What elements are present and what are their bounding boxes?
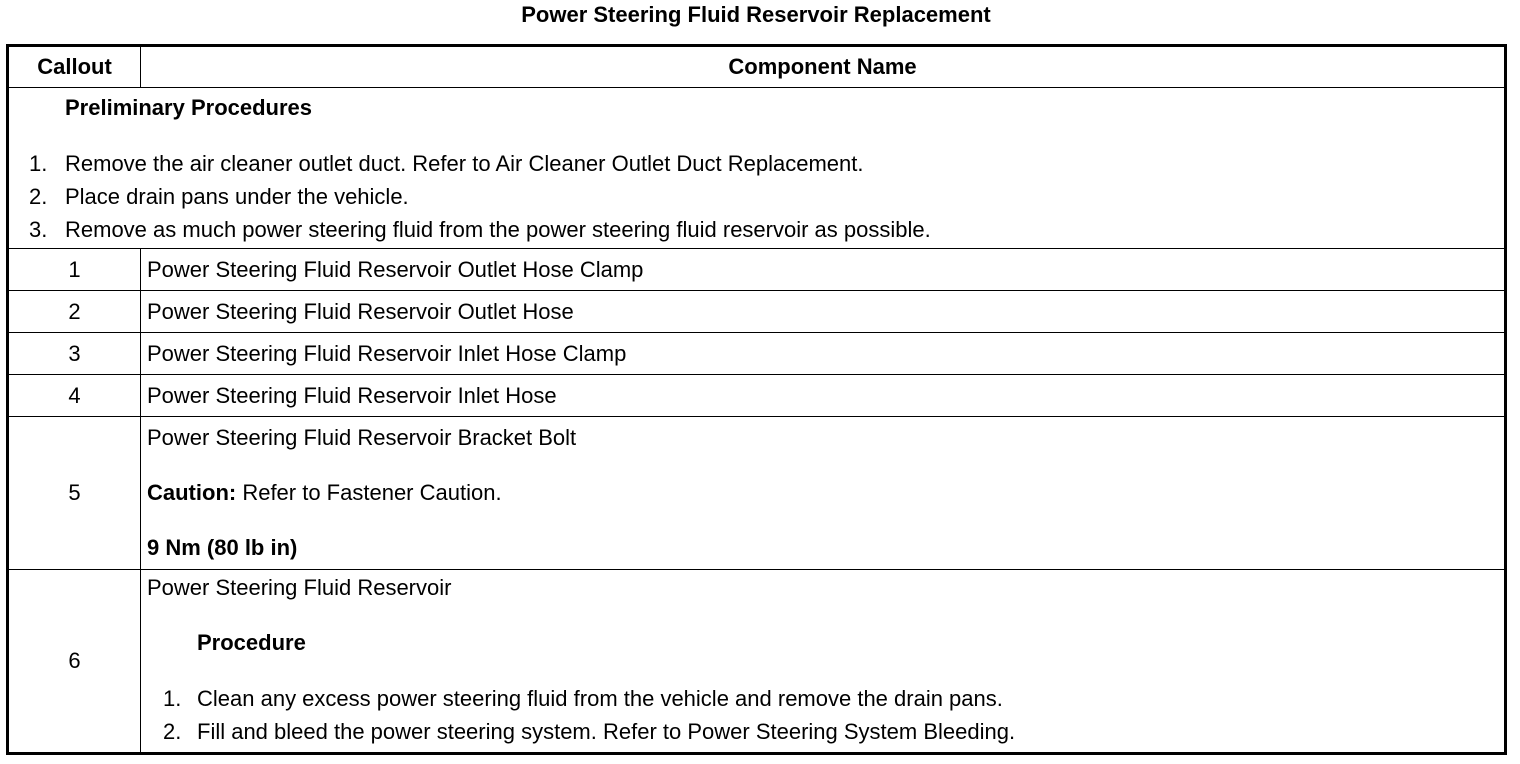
step-number: 2. [29, 184, 48, 209]
step-number: 3. [29, 217, 48, 242]
table-row [8, 375, 1506, 417]
component-name: Power Steering Fluid Reservoir Bracket Bolt [147, 425, 577, 450]
component-name-cell [141, 417, 1506, 570]
table-row [8, 417, 1506, 570]
table-row [8, 333, 1506, 375]
component-name: Power Steering Fluid Reservoir Inlet Hose Clamp [141, 333, 1506, 375]
preliminary-step [9, 213, 1504, 246]
procedure-steps-list [147, 682, 1504, 748]
step-text: Remove the air cleaner outlet duct. Refer to Air Cleaner Outlet Duct Replacement. [65, 151, 864, 176]
caution-label: Caution: [147, 480, 237, 505]
component-table [6, 44, 1507, 755]
step-text: Fill and bleed the power steering system. Refer to Power Steering System Bleeding. [197, 718, 1016, 744]
step-text: Place drain pans under the vehicle. [65, 184, 409, 209]
table-header-row [8, 46, 1506, 88]
preliminary-step [9, 147, 1504, 180]
procedure-heading: Procedure [197, 629, 306, 655]
step-number: 1. [163, 685, 182, 711]
table-row [8, 249, 1506, 291]
preliminary-step [9, 180, 1504, 213]
torque-spec: 9 Nm (80 lb in) [147, 535, 298, 560]
component-name: Power Steering Fluid Reservoir Outlet Hose Clamp [141, 249, 1506, 291]
component-name-cell [141, 570, 1506, 754]
callout-number: 3 [8, 333, 141, 375]
document-title: Power Steering Fluid Reservoir Replacement [521, 2, 991, 27]
table-row [8, 570, 1506, 754]
component-name: Power Steering Fluid Reservoir Inlet Hose [141, 375, 1506, 417]
callout-number: 6 [8, 570, 141, 754]
preliminary-procedures-row [8, 88, 1506, 249]
preliminary-steps-list [9, 147, 1504, 246]
table-row [8, 291, 1506, 333]
component-name: Power Steering Fluid Reservoir Outlet Hose [141, 291, 1506, 333]
callout-column-header: Callout [8, 46, 141, 88]
callout-number: 1 [8, 249, 141, 291]
preliminary-procedures-heading: Preliminary Procedures [65, 95, 313, 120]
callout-number: 5 [8, 417, 141, 570]
caution-text: Refer to Fastener Caution. [236, 480, 502, 505]
step-text: Clean any excess power steering fluid from the vehicle and remove the drain pans. [197, 685, 1003, 711]
component-name: Power Steering Fluid Reservoir [147, 574, 452, 600]
procedure-step [147, 682, 1504, 715]
callout-number: 2 [8, 291, 141, 333]
procedure-step [147, 715, 1504, 748]
step-number: 1. [29, 151, 48, 176]
component-name-column-header: Component Name [141, 46, 1506, 88]
preliminary-procedures-cell [8, 88, 1506, 249]
callout-number: 4 [8, 375, 141, 417]
step-number: 2. [163, 718, 182, 744]
caution-note [147, 480, 1504, 506]
step-text: Remove as much power steering fluid from the power steering fluid reservoir as possible. [65, 217, 931, 242]
